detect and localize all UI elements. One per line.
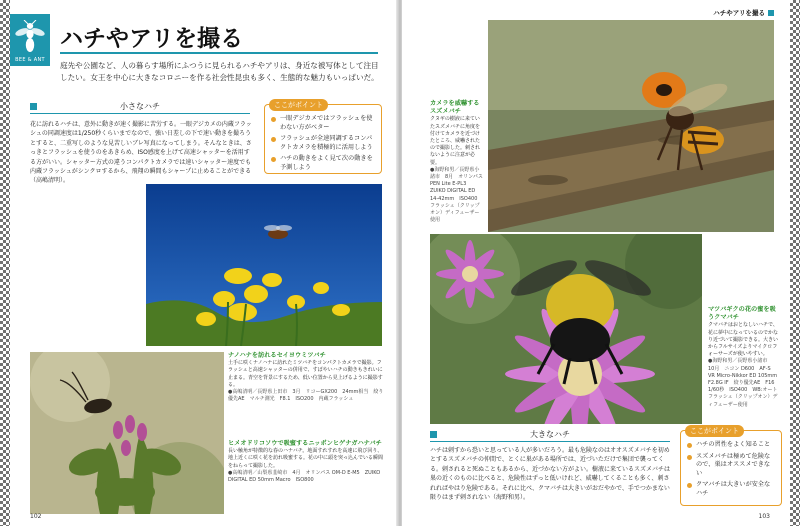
caption-body: クヌギの樹液に来ていたスズメバチに角度を付けてカメラを近づけたところ、威嚇されたので撮影した。刺されないように注意が必要。: [430, 116, 481, 166]
caption-title: カメラを威嚇するスズメバチ: [430, 100, 480, 116]
caption-meta: ●高嶋清明／長野県上田市 3月 リコーGX200 24mm相当 絞り優先AE マルチ測光 F8.1 ISO200 内蔵フラッシュ: [228, 389, 384, 403]
page-edge-pattern: [0, 0, 10, 526]
page-number: 103: [758, 513, 770, 520]
caption-meta: ●海野和男／長野県小諸市 10月 ニコン D600 AF-S VR Micro-Nikkor ED 105mm F2.8G IF 絞り優先AE F16 1/60秒 ISO400 WB:オート フラッシュ（クリップオン）ディフューザー使用: [708, 358, 783, 408]
tips-box-heading: ここがポイント: [269, 99, 328, 111]
body-text: 花に訪れるハチは、意外に動きが速く撮影に苦労する。一眼デジカメの内蔵フラッシュの同調速度は1/250秒くらいまでなので、強い日差しの下で速い動きを撮ろうとすると、二重写しのような見苦しいブレ写真になってしまう。そんなときは、さっきとフラッシュを使うのをあきらめ、ISO感度を上げて高速シャッターを活用する方がいい。シャッター方式の違うコンパクトカメラでは速いシャッター速度でも内蔵フラッシュがシンクロするから、飛翔の瞬間もシャープに止めることができる（高嶋清明）。: [30, 121, 252, 185]
section-tab: [10, 14, 50, 66]
tip-item: フラッシュが全速同調するコンパクトカメラを積極的に活用しよう: [271, 135, 375, 152]
tip-item: クマバチは大きいが安全なハチ: [687, 481, 775, 498]
caption-longhorn-bee: [228, 440, 384, 484]
tip-item: 一眼デジカメではフラッシュを使わない方がベター: [271, 115, 375, 132]
page-number: 102: [30, 513, 42, 520]
tips-list: [681, 431, 781, 505]
running-head-marker: [768, 10, 774, 16]
photo-longhorn-bee-deadnettle: [30, 352, 224, 514]
caption-title: マツバギクの花の蜜を吸うクマバチ: [708, 306, 776, 322]
caption-carpenter-bee: [708, 306, 783, 409]
section-heading-label: 大きなハチ: [530, 430, 570, 439]
caption-body: 長い触角が特徴的な春のハナバチ。地面すれすれを高速に飛び回り、地上近くに咲く花を訪れ吸蜜する。花の中に頭を突っ込んでいる瞬間をねらって撮影した。: [228, 448, 384, 469]
page-title: ハチやアリを撮る: [60, 25, 244, 52]
tips-list: [265, 105, 381, 179]
tips-box-heading: ここがポイント: [685, 425, 744, 437]
section-heading-small-bees: [30, 100, 250, 114]
running-head: [713, 8, 774, 17]
photo-honeybee-rapeseed: [146, 184, 382, 346]
page-edge-pattern: [790, 0, 800, 526]
left-page: [0, 0, 398, 526]
caption-body: 土手に咲くナノハナに訪れたミツバチをコンパクトカメラで撮影。フラッシュと高速シャッターの併用で、すばやいハチの動きもきれいに止まる。青空を背景にするため、低い位置から見上げるように撮影する。: [228, 360, 383, 388]
title-rule: [60, 52, 378, 54]
section-tab-label: BEE & ANT: [15, 57, 45, 63]
caption-hornet: [430, 100, 484, 224]
section-heading-large-bees: [430, 428, 670, 442]
intro-text: 庭先や公園など、人の暮らす場所にふつうに見られるハチやアリは、身近な被写体として注目したい。女王を中心に大きなコロニーを作る社会性昆虫も多く、生態的な魅力もいっぱいだ。: [60, 61, 379, 82]
caption-title: ヒメオドリコソウで吸蜜するニッポンヒゲナガハナバチ: [228, 440, 382, 447]
tips-box: [680, 427, 782, 506]
tips-box: [264, 101, 382, 174]
caption-meta: ●海野和男／長野県小諸市 8月 オリンパス PEN Lite E-PL3 ZUIKO DIGITAL ED 14-42mm ISO400 フラッシュ（クリップオン）ディフューザー使用: [430, 166, 483, 224]
tip-item: スズメバチは極めて危険なので、巣はオススメできない: [687, 453, 775, 479]
caption-honeybee: [228, 352, 384, 403]
tip-item: ハチの動きをよく見て次の動きを予測しよう: [271, 155, 375, 172]
caption-body: クマバチはおとなしいハチで、花に夢中になっているのでかなり近づいて撮影できる。大きいからフルサイズよりマイクロフォーサーズが使いやすい。: [708, 322, 779, 358]
caption-meta: ●高嶋清明／山梨県韮崎市 4月 オリンパス OM-D E-M5 ZUIKO DIGITAL ED 50mm Macro ISO800: [228, 469, 381, 484]
tip-item: ハチの習性をよく知ること: [687, 441, 775, 450]
body-text: ハチは刺すから恐いと思っている人が多いだろう。最も危険なのはオオスズメバチを初めとするスズメバチの仲間で、とくに巣がある場所では、近づいただけで集団で襲ってくる。刺されると死ぬこともあるから、近づかない方がよい。樹液に来ているスズメバチは巣の近くのものに比べると、危険性はずっと低いけれど、威嚇してくることも多く、刺されればやはり危険である。それに比べ、クマバチは大きいがおだやかで、手でつかまない限りはまず刺されない（海野和男）。: [430, 447, 670, 502]
right-page: [402, 0, 800, 526]
photo-carpenter-bee: [430, 234, 702, 424]
running-head-text: ハチやアリを撮る: [713, 9, 765, 17]
caption-title: ナノハナを訪れるセイヨウミツバチ: [228, 352, 326, 359]
section-heading-label: 小さなハチ: [120, 102, 160, 111]
photo-hornet: [488, 20, 774, 232]
bee-icon: [15, 20, 45, 54]
